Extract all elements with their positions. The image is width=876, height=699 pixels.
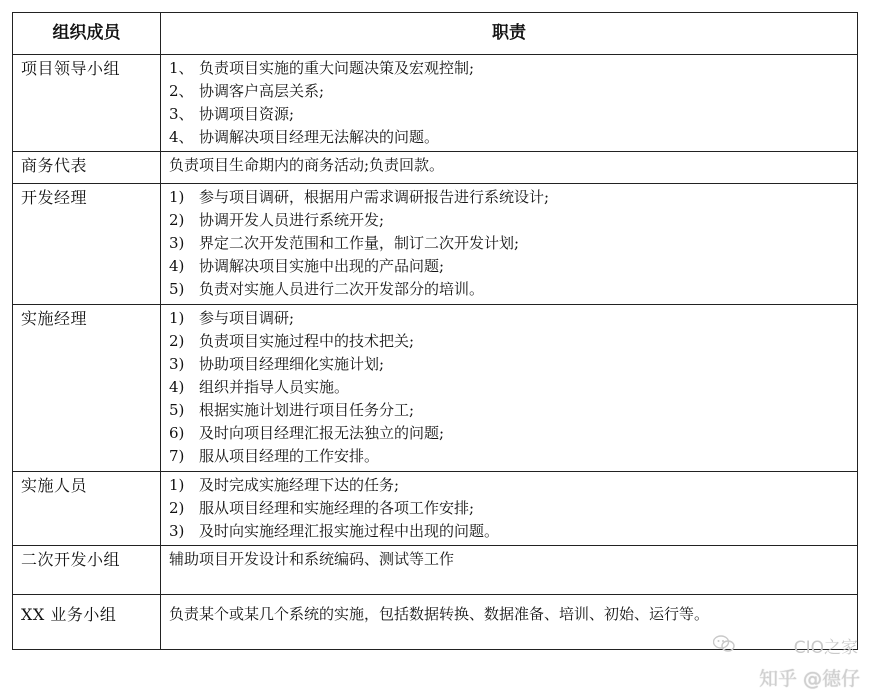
duty-item <box>169 520 849 543</box>
duty-number: 2) <box>169 211 185 229</box>
table-row <box>13 184 858 305</box>
member-cell: 商务代表 <box>13 152 161 184</box>
duty-text: 协调解决项目经理无法解决的问题。 <box>199 128 440 146</box>
duty-text: 服从项目经理的工作安排。 <box>199 447 380 465</box>
duty-number: 2) <box>169 332 185 350</box>
duty-number: 3) <box>169 522 185 540</box>
duty-text: 负责某个或某几个系统的实施，包括数据转换、数据准备、培训、初始、运行等。 <box>169 605 710 623</box>
member-cell: 实施经理 <box>13 305 161 472</box>
duty-text: 根据实施计划进行项目任务分工; <box>199 401 415 419</box>
duty-number: 1) <box>169 188 185 206</box>
wechat-icon <box>713 635 735 657</box>
duty-number: 2、 <box>169 82 194 100</box>
table-header-row <box>13 13 858 55</box>
duty-number: 3、 <box>169 105 194 123</box>
duty-item <box>169 186 849 209</box>
member-cell: 开发经理 <box>13 184 161 305</box>
duty-number: 7) <box>169 447 185 465</box>
duty-item <box>169 103 849 126</box>
duty-text: 参与项目调研; <box>199 309 295 327</box>
duty-number: 1) <box>169 309 185 327</box>
duty-item <box>169 603 849 626</box>
duty-item <box>169 474 849 497</box>
duty-number: 1、 <box>169 59 194 77</box>
duty-text: 组织并指导人员实施。 <box>199 378 350 396</box>
header-member: 组织成员 <box>13 13 161 55</box>
member-cell: 项目领导小组 <box>13 55 161 152</box>
duty-text: 服从项目经理和实施经理的各项工作安排; <box>199 499 475 517</box>
table-row <box>13 305 858 472</box>
duty-number: 4、 <box>169 128 194 146</box>
duty-item <box>169 445 849 468</box>
header-duty: 职责 <box>161 13 858 55</box>
duty-item <box>169 278 849 301</box>
duty-item <box>169 57 849 80</box>
member-cell: 二次开发小组 <box>13 546 161 595</box>
duty-text: 及时完成实施经理下达的任务; <box>199 476 400 494</box>
duty-text: 负责项目实施的重大问题决策及宏观控制; <box>199 59 475 77</box>
duty-number: 5) <box>169 401 185 419</box>
duty-cell <box>161 184 858 305</box>
duty-text: 负责项目生命期内的商务活动;负责回款。 <box>169 156 445 174</box>
duty-number: 5) <box>169 280 185 298</box>
duty-item <box>169 353 849 376</box>
duty-text: 协助项目经理细化实施计划; <box>199 355 385 373</box>
duty-text: 辅助项目开发设计和系统编码、测试等工作 <box>169 550 455 568</box>
duty-number: 4) <box>169 378 185 396</box>
duty-number: 6) <box>169 424 185 442</box>
duty-text: 协调客户高层关系; <box>199 82 325 100</box>
table-row <box>13 546 858 595</box>
duty-item <box>169 232 849 255</box>
duty-text: 参与项目调研，根据用户需求调研报告进行系统设计; <box>199 188 550 206</box>
duty-item <box>169 255 849 278</box>
duty-number: 4) <box>169 257 185 275</box>
duty-number: 2) <box>169 499 185 517</box>
duty-cell <box>161 472 858 546</box>
duty-item <box>169 80 849 103</box>
duty-text: 及时向实施经理汇报实施过程中出现的问题。 <box>199 522 500 540</box>
duty-item <box>169 548 849 571</box>
duty-number: 1) <box>169 476 185 494</box>
watermark-handle: 知乎 @德仔 <box>758 668 860 690</box>
duty-item <box>169 154 849 177</box>
duty-item <box>169 330 849 353</box>
duty-number: 3) <box>169 234 185 252</box>
responsibility-table <box>12 12 858 650</box>
watermark <box>685 633 860 691</box>
duty-cell <box>161 152 858 184</box>
watermark-brand: CIO之家 <box>793 638 858 658</box>
duty-item <box>169 376 849 399</box>
table-row <box>13 55 858 152</box>
duty-cell <box>161 546 858 595</box>
duty-item <box>169 422 849 445</box>
duty-number: 3) <box>169 355 185 373</box>
duty-text: 界定二次开发范围和工作量，制订二次开发计划; <box>199 234 520 252</box>
duty-item <box>169 497 849 520</box>
table-row <box>13 472 858 546</box>
duty-item <box>169 307 849 330</box>
duty-text: 协调项目资源; <box>199 105 295 123</box>
duty-text: 及时向项目经理汇报无法独立的问题; <box>199 424 445 442</box>
duty-cell <box>161 305 858 472</box>
member-cell: XX 业务小组 <box>13 595 161 650</box>
table-row <box>13 152 858 184</box>
duty-text: 协调开发人员进行系统开发; <box>199 211 385 229</box>
duty-text: 协调解决项目实施中出现的产品问题; <box>199 257 445 275</box>
duty-text: 负责对实施人员进行二次开发部分的培训。 <box>199 280 485 298</box>
duty-item <box>169 399 849 422</box>
duty-item <box>169 126 849 149</box>
duty-cell <box>161 55 858 152</box>
duty-item <box>169 209 849 232</box>
member-cell: 实施人员 <box>13 472 161 546</box>
duty-text: 负责项目实施过程中的技术把关; <box>199 332 415 350</box>
